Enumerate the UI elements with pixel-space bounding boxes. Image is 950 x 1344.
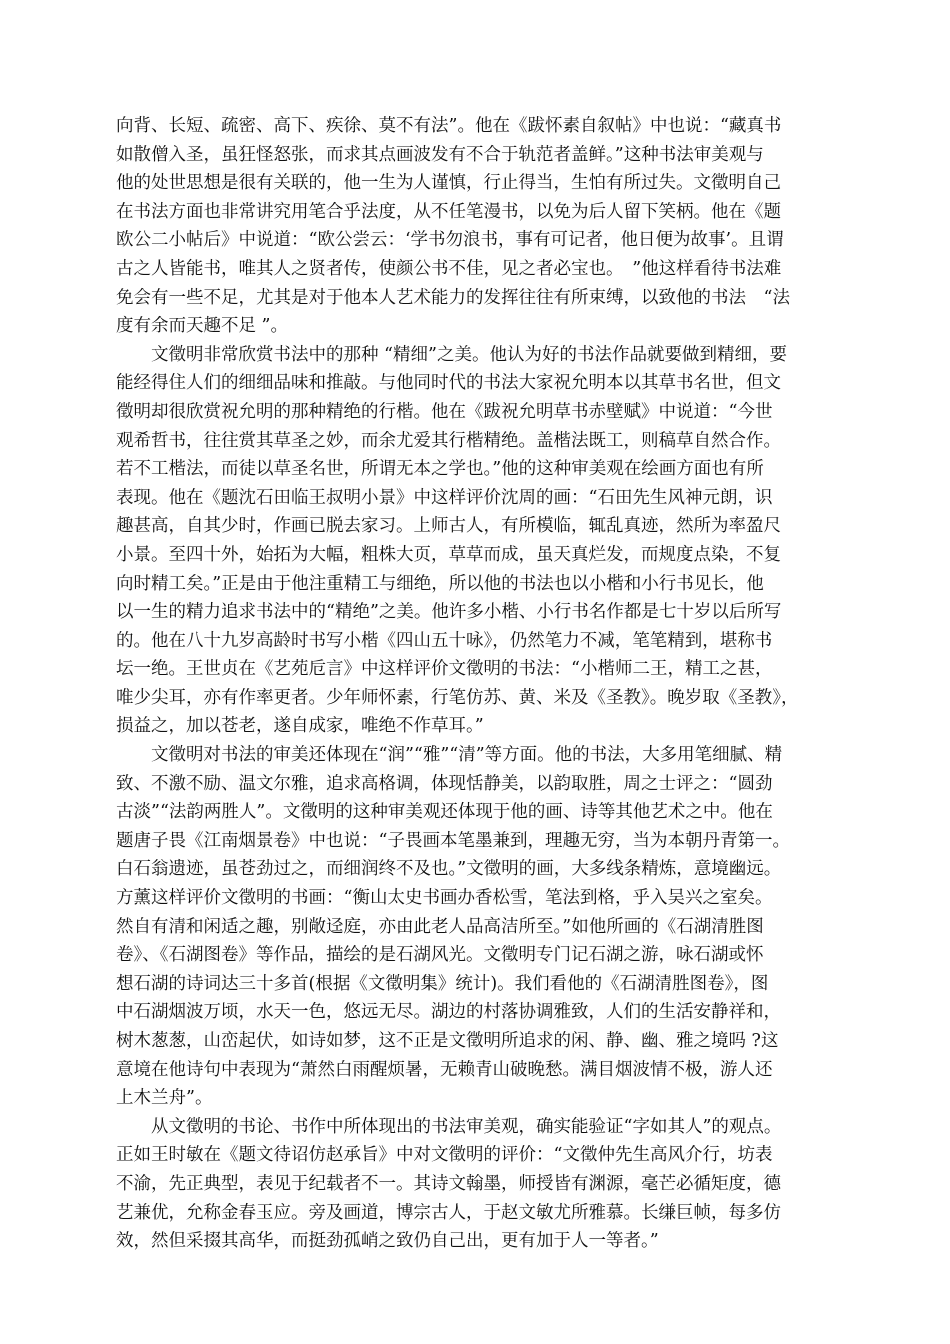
text-line: 不渝，先正典型，表见于纪载者不一。其诗文翰墨，师授皆有渊源，毫芒必循矩度，德 xyxy=(116,1173,781,1194)
text-line: 方薰这样评价文徵明的书画：“衡山太史书画办香松雪，笔法到格，乎入吴兴之室矣。 xyxy=(116,888,773,909)
text-line: 白石翁遗迹，虽苍劲过之，而细润终不及也。”文徵明的画，大多线条精炼，意境幽远。 xyxy=(116,859,782,880)
text-line: 趣甚高，自其少时，作画已脱去家习。上师古人，有所模临，辄乱真迹，然所为率盈尺 xyxy=(116,516,781,537)
text-line: 艺兼优，允称金春玉应。旁及画道，博宗古人，于赵文敏尤所雅慕。长缣巨帧，每多仿 xyxy=(116,1202,781,1223)
text-line: 卷》、《石湖图卷》等作品，描绘的是石湖风光。文徵明专门记石湖之游，咏石湖或怀 xyxy=(116,945,764,966)
text-line: 观希哲书，往往赏其草圣之妙，而余尤爱其行楷精绝。盖楷法既工，则稿草自然合作。 xyxy=(116,430,781,451)
paragraph-1 xyxy=(116,112,834,341)
text-line: 效，然但采掇其高华，而挺劲孤峭之致仍自己出，更有加于人一等者。” xyxy=(116,1231,659,1252)
text-line: 向时精工矣。”正是由于他注重精工与细绝，所以他的书法也以小楷和小行书见长，他 xyxy=(116,573,764,594)
text-line: 小景。至四十外，始拓为大幅，粗株大页，草草而成，虽天真烂发，而规度点染，不复 xyxy=(116,544,781,565)
text-line: 然自有清和闲适之趣，别敞迳庭，亦由此老人品高洁所至。”如他所画的《石湖清胜图 xyxy=(116,916,764,937)
text-line: 如散僧入圣，虽狂怪怒张，而求其点画波发有不合于轨范者盖鲜。”这种书法审美观与 xyxy=(116,144,764,165)
text-line: 能经得住人们的细细品味和推敲。与他同时代的书法大家祝允明本以其草书名世，但文 xyxy=(116,373,781,394)
text-line: 徵明却很欣赏祝允明的那种精绝的行楷。他在《跋祝允明草书赤壁赋》中说道：“今世 xyxy=(116,401,773,422)
text-line: 古之人皆能书，唯其人之贤者传，使颜公书不佳，见之者必宝也。 ”他这样看待书法难 xyxy=(116,258,782,279)
text-line: 损益之，加以苍老，遂自成家，唯绝不作草耳。” xyxy=(116,716,484,737)
text-line: 中石湖烟波万顷，水天一色，悠远无尽。湖边的村落协调雅致，人们的生活安静祥和， xyxy=(116,1002,781,1023)
text-line: 唯少尖耳，亦有作率更者。少年师怀素，行笔仿苏、黄、米及《圣教》。晚岁取《圣教》， xyxy=(116,687,799,708)
text-line: 想石湖的诗词达三十多首(根据《文徵明集》统计)。我们看他的《石湖清胜图卷》，图 xyxy=(116,973,769,994)
text-line: 欧公二小帖后》中说道：“欧公尝云：‘学书勿浪书，事有可记者，他日便为故事’。且谓 xyxy=(116,230,784,251)
text-line: 古淡”“法韵两胜人”。文徵明的这种审美观还体现于他的画、诗等其他艺术之中。他在 xyxy=(116,802,773,823)
text-line: 度有余而天趣不足 ”。 xyxy=(116,316,289,337)
text-line: 坛一绝。王世贞在《艺苑卮言》中这样评价文徵明的书法：“小楷师二王，精工之甚， xyxy=(116,659,773,680)
document-page xyxy=(116,112,834,1256)
text-line: 免会有一些不足，尤其是对于他本人艺术能力的发挥往往有所束缚，以致他的书法 “法 xyxy=(116,287,790,308)
text-line: 从文徵明的书论、书作中所体现出的书法审美观，确实能验证“字如其人”的观点。 xyxy=(151,1116,782,1137)
paragraph-3 xyxy=(116,741,834,1113)
text-line: 文徵明非常欣赏书法中的那种 “精细”之美。他认为好的书法作品就要做到精细，要 xyxy=(151,344,787,365)
text-line: 表现。他在《题沈石田临王叔明小景》中这样评价沈周的画：“石田先生风神元朗，识 xyxy=(116,487,773,508)
text-line: 他的处世思想是很有关联的，他一生为人谨慎，行止得当，生怕有所过失。文徵明自己 xyxy=(116,173,781,194)
text-line: 上木兰舟”。 xyxy=(116,1088,213,1109)
paragraph-2 xyxy=(116,341,834,741)
text-line: 致、不激不励、温文尔雅，追求高格调，体现恬静美，以韵取胜，周之士评之：“圆劲 xyxy=(116,773,773,794)
paragraph-4 xyxy=(116,1113,834,1256)
text-line: 的。他在八十九岁高龄时书写小楷《四山五十咏》，仍然笔力不减，笔笔精到，堪称书 xyxy=(116,630,773,651)
text-line: 题唐子畏《江南烟景卷》中也说：“子畏画本笔墨兼到，理趣无穷，当为本朝丹青第一。 xyxy=(116,830,790,851)
text-line: 向背、长短、疏密、高下、疾徐、莫不有法”。他在《跋怀素自叙帖》中也说：“藏真书 xyxy=(116,116,782,136)
text-line: 文徵明对书法的审美还体现在“润”“雅”“清”等方面。他的书法，大多用笔细腻、精 xyxy=(151,745,783,766)
text-line: 以一生的精力追求书法中的“精绝”之美。他许多小楷、小行书名作都是七十岁以后所写 xyxy=(116,602,782,623)
text-line: 树木葱葱，山峦起伏，如诗如梦，这不正是文徵明所追求的闲、静、幽、雅之境吗 ?这 xyxy=(116,1031,779,1051)
text-line: 在书法方面也非常讲究用笔合乎法度，从不任笔漫书，以免为后人留下笑柄。他在《题 xyxy=(116,201,781,222)
text-line: 正如王时敏在《题文待诏仿赵承旨》中对文徵明的评价：“文徵仲先生高风介行，坊表 xyxy=(116,1145,773,1166)
text-line: 意境在他诗句中表现为“萧然白雨醒烦暑，无赖青山破晚愁。满目烟波情不极，游人还 xyxy=(116,1059,773,1080)
text-line: 若不工楷法，而徒以草圣名世，所谓无本之学也。”他的这种审美观在绘画方面也有所 xyxy=(116,459,764,480)
